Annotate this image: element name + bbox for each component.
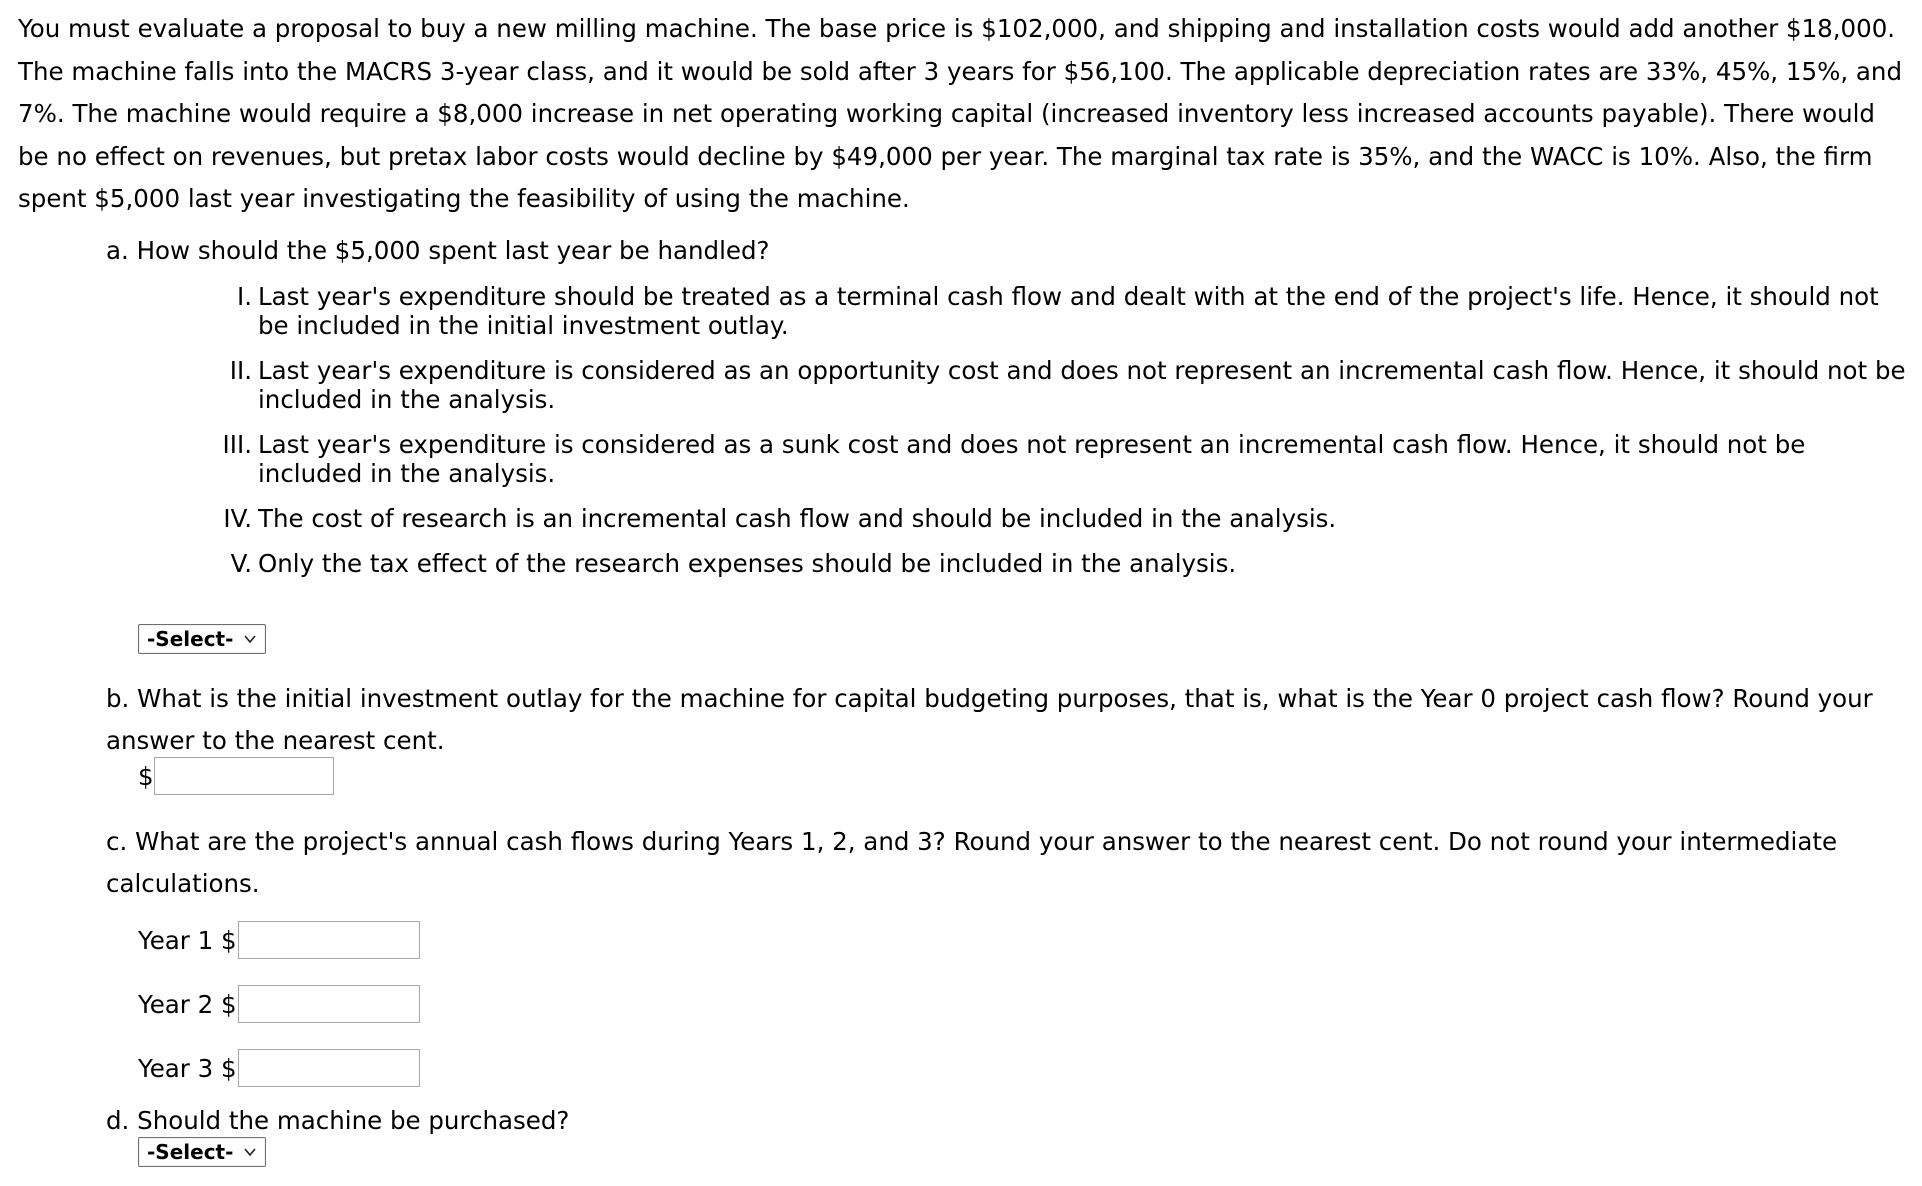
option-text: The cost of research is an incremental cash flow and should be included in the analysis. [258, 504, 1337, 533]
option-4 [212, 504, 1912, 533]
year-1-input[interactable] [238, 921, 420, 959]
question-d-text: Should the machine be purchased? [137, 1106, 570, 1135]
option-text: Last year's expenditure is considered as an opportunity cost and does not represent an incremental cash flow. Hence, it should not be included in the analysis. [258, 356, 1906, 414]
question-a-select[interactable] [138, 624, 266, 654]
option-2 [212, 356, 1912, 414]
year-3-input[interactable] [238, 1049, 420, 1087]
initial-outlay-input[interactable] [154, 757, 334, 795]
option-number: II. [229, 356, 252, 385]
option-text: Last year's expenditure should be treated as a terminal cash flow and dealt with at the end of the project's life. Hence, it should not be included in the initial investment outlay. [258, 282, 1879, 340]
question-d-label: d. [106, 1106, 130, 1135]
question-d [106, 1106, 569, 1136]
question-a-text: How should the $5,000 spent last year be handled? [136, 236, 770, 265]
year-2-label: Year 2 $ [138, 990, 237, 1019]
option-1 [212, 282, 1912, 340]
option-text: Only the tax effect of the research expenses should be included in the analysis. [258, 549, 1237, 578]
option-number: III. [222, 430, 252, 459]
year-2-input[interactable] [238, 985, 420, 1023]
select-value: -Select- [147, 1140, 234, 1164]
question-b-label: b. [106, 684, 130, 713]
question-c [106, 821, 1886, 905]
question-c-label: c. [106, 827, 128, 856]
problem-statement: You must evaluate a proposal to buy a new milling machine. The base price is $102,000, and shipping and installation costs would add another $18,000. The machine falls into the MACRS 3-year class, and it would be sold after 3 years for $56,100. The applicable depreciation rates are 33%, 45%, 15%, and 7%. The machine would require a $8,000 increase in net operating working capital (increased inventory less increased accounts payable). There would be no effect on revenues, but pretax labor costs would decline by $49,000 per year. The marginal tax rate is 35%, and the WACC is 10%. Also, the firm spent $5,000 last year investigating the feasibility of using the machine. [18, 14, 1903, 213]
question-a-label: a. [106, 236, 129, 265]
question-c-text: What are the project's annual cash flows during Years 1, 2, and 3? Round your answer to the nearest cent. Do not round your intermediate calculations. [106, 827, 1838, 898]
select-value: -Select- [147, 627, 234, 651]
option-number: I. [236, 282, 252, 311]
year-3-label: Year 3 $ [138, 1054, 237, 1083]
option-text: Last year's expenditure is considered as a sunk cost and does not represent an incremental cash flow. Hence, it should not be included in the analysis. [258, 430, 1806, 488]
question-a [106, 236, 770, 266]
option-5 [212, 549, 1912, 578]
year-1-label: Year 1 $ [138, 926, 237, 955]
option-number: IV. [223, 504, 252, 533]
chevron-down-icon [243, 632, 257, 646]
chevron-down-icon [243, 1145, 257, 1159]
question-b [106, 678, 1886, 762]
question-a-options [212, 282, 1912, 578]
question-b-text: What is the initial investment outlay for the machine for capital budgeting purposes, that is, what is the Year 0 project cash flow? Round your answer to the nearest cent. [106, 684, 1873, 755]
option-number: V. [230, 549, 252, 578]
option-3 [212, 430, 1912, 488]
currency-symbol: $ [138, 762, 154, 791]
question-d-select[interactable] [138, 1137, 266, 1167]
